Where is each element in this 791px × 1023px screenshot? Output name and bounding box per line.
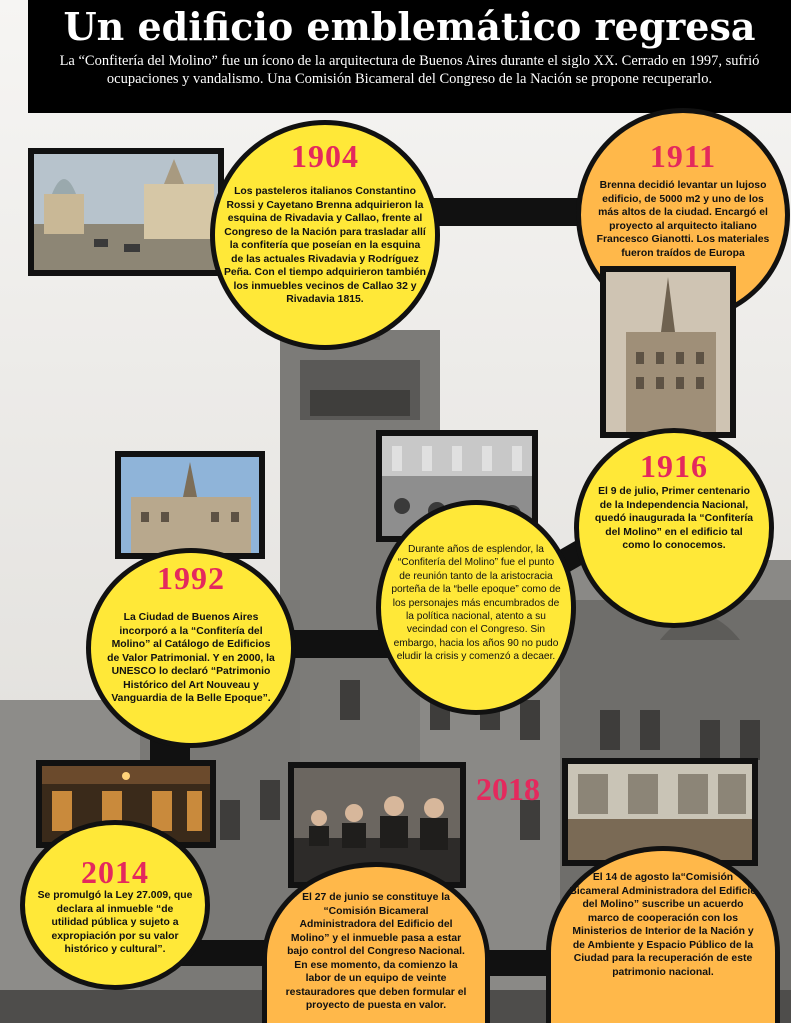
year-1904: 1904 xyxy=(291,138,359,174)
event-esplendor-circle xyxy=(376,500,576,715)
event-1992-circle xyxy=(86,548,296,748)
intro-text: La “Confitería del Molino” fue un ícono de la arquitectura de Buenos Aires durante el siglo XX. Cerrado en 1997, sufrió ocupaciones y vandalismo. Una Comisión Bicameral del Congreso de la Nación se propone recuperarlo. xyxy=(59,53,760,87)
photo-postcard-congreso xyxy=(28,148,224,276)
event-2014-text: Se promulgó la Ley 27.009, que declara al inmueble “de utilidad pública y sujeto a expropiación por su valor histórico y cultural”. xyxy=(37,890,193,955)
event-1911-text: Brenna decidió levantar un lujoso edificio, de 5000 m2 y uno de los más altos de la ciudad. Encargó el proyecto al arquitecto italiano Francesco Gianotti. Los materiales fueron traídos de Europa xyxy=(596,180,770,259)
page-title: Un edificio emblemático regresa xyxy=(63,4,756,49)
photo-molino-facade xyxy=(115,451,265,559)
event-1904-text: Los pasteleros italianos Constantino Rossi y Cayetano Brenna adquirieron la esquina de Rivadavia y Callao, frente al Congreso de la Nación para trasladar allí la confitería que poseían en la esquina de las actuales Rivadavia y Rodríguez Peña. Con el tiempo adquirieron también los inmuebles vecinos de Callao 32 y Rivadavia 1815. xyxy=(223,186,427,305)
event-1916-circle xyxy=(574,428,774,628)
event-1916-text: El 9 de julio, Primer centenario de la Independencia Nacional, quedó inaugurada la “Confitería del Molino” en el edificio tal como lo conocemos. xyxy=(594,486,754,551)
year-1992: 1992 xyxy=(157,560,225,596)
header-banner xyxy=(28,0,791,113)
event-esplendor-text: Durante años de esplendor, la “Confitería del Molino” fue el punto de reunión tanto de la aristocracia porteña de la “belle epoque” como de los personajes más encumbrados de la política nacional, atento a su vecindad con el Congreso. Sin embargo, hacia los años 90 no pudo eludir la crisis y comenzó a decaer. xyxy=(391,544,561,663)
year-1911: 1911 xyxy=(649,138,717,174)
year-2018: 2018 xyxy=(476,771,540,807)
event-agosto-text: El 14 de agosto la“Comisión Bicameral Administradora del Edificio del Molino” suscribe un acuerdo marco de cooperación con los Ministerios de Interior de la Nación y de Ambiente y Espacio Público de la Ciudad para la recuperación de este patrimonio nacional. xyxy=(569,872,757,978)
year-1916: 1916 xyxy=(640,448,708,484)
event-2014-circle xyxy=(20,820,210,990)
event-agosto-circle xyxy=(546,846,780,1023)
photo-molino-building xyxy=(600,266,736,438)
event-1992-text: La Ciudad de Buenos Aires incorporó a la “Confitería del Molino” al Catálogo de Edificios de Valor Patrimonial. Y en 2000, la UNESCO lo declaró “Patrimonio Histórico del Art Nouveau y Vanguardia de la Belle Epoque”. xyxy=(107,612,275,704)
event-1904-circle xyxy=(210,120,440,350)
event-2018-text: El 27 de junio se constituye la “Comisión Bicameral Administradora del Edificio del Molino” y el inmueble pasa a estar bajo control del Congreso Nacional. En ese momento, da comienzo la labor de un equipo de veinte restauradores que deben formular el proyecto de puesta en valor. xyxy=(285,892,467,1011)
year-2014: 2014 xyxy=(81,854,149,890)
